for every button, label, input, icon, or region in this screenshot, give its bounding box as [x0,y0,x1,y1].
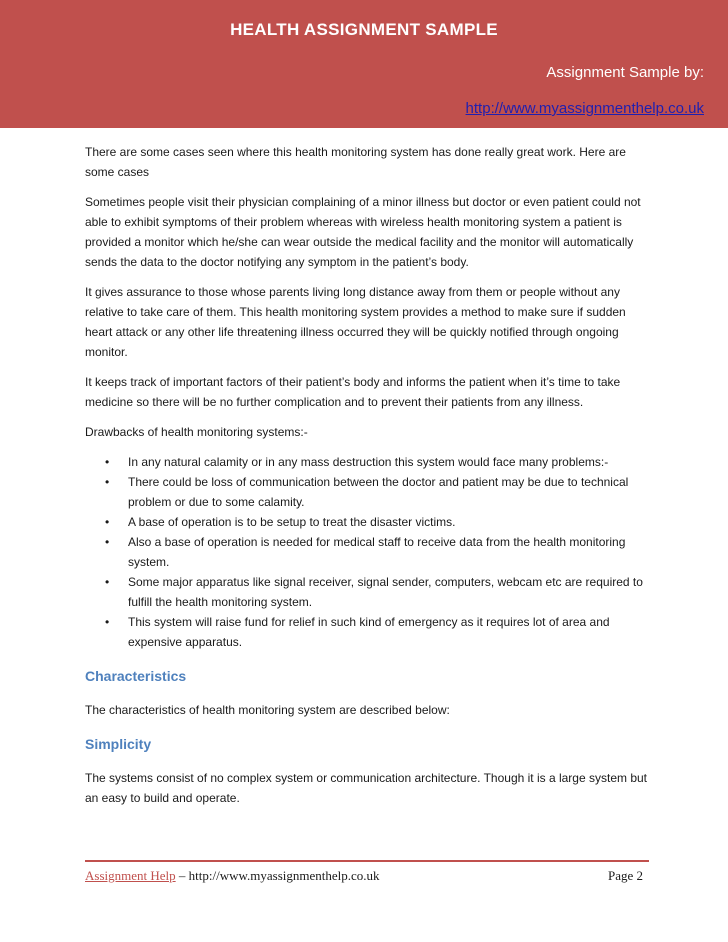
page-footer [85,868,649,884]
list-item [85,472,650,512]
drawbacks-list [85,452,650,652]
bullet-icon: • [105,535,110,549]
header-website-link[interactable]: http://www.myassignmenthelp.co.uk [465,100,704,117]
list-item [85,532,650,572]
list-item-text: There could be loss of communication between the doctor and patient may be due to technical problem or due to some calamity. [128,475,629,509]
list-item [85,452,650,472]
bullet-icon: • [105,575,110,589]
list-item-text: In any natural calamity or in any mass destruction this system would face many problems:- [128,455,609,469]
bullet-icon: • [105,455,110,469]
page-number: Page 2 [607,868,643,883]
footer-divider [85,860,649,862]
bullet-icon: • [105,515,110,529]
bullet-icon: • [105,475,110,489]
list-item-text: Some major apparatus like signal receiver, signal sender, computers, webcam etc are required to fulfill the health monitoring system. [128,575,643,609]
paragraph-tracking: It keeps track of important factors of their patient’s body and informs the patient when it’s time to take medicine so there will be no further complication and to prevent their patients from any illness. [85,375,621,409]
list-item [85,612,650,652]
paragraph-characteristics: The characteristics of health monitoring system are described below: [85,703,450,717]
heading-characteristics: Characteristics [85,668,187,684]
paragraph-assurance: It gives assurance to those whose parents living long distance away from them or people without any relative to take care of them. This health monitoring system provides a method to make sure if sudden heart attack or any other life threatening illness occurred they will be quickly notified through ongoing monitor. [85,285,626,359]
document-title: HEALTH ASSIGNMENT SAMPLE [230,20,498,39]
assignment-by-label: Assignment Sample by: [546,64,704,81]
footer-url-text: – http://www.myassignmenthelp.co.uk [175,868,380,883]
footer-assignment-help-link[interactable]: Assignment Help [85,868,176,883]
list-item-text: Also a base of operation is needed for medical staff to receive data from the health monitoring system. [128,535,626,569]
paragraph-drawbacks: Drawbacks of health monitoring systems:- [85,425,308,439]
paragraph-simplicity: The systems consist of no complex system or communication architecture. Though it is a large system but an easy to build and operate. [85,771,648,805]
paragraph-intro: There are some cases seen where this health monitoring system has done really great work. Here are some cases [85,145,626,179]
list-item [85,572,650,612]
page-header [0,0,728,128]
heading-simplicity: Simplicity [85,736,152,752]
list-item-text: A base of operation is to be setup to treat the disaster victims. [128,515,456,529]
bullet-icon: • [105,615,110,629]
document-body [85,142,650,818]
list-item [85,512,650,532]
paragraph-physician: Sometimes people visit their physician complaining of a minor illness but doctor or even patient could not able to exhibit symptoms of their problem whereas with wireless health monitoring system a patient is provided a monitor which he/she can wear outside the medical facility and the monitor will automatically sends the data to the doctor notifying any symptom in the patient’s body. [85,195,641,269]
list-item-text: This system will raise fund for relief in such kind of emergency as it requires lot of area and expensive apparatus. [128,615,610,649]
